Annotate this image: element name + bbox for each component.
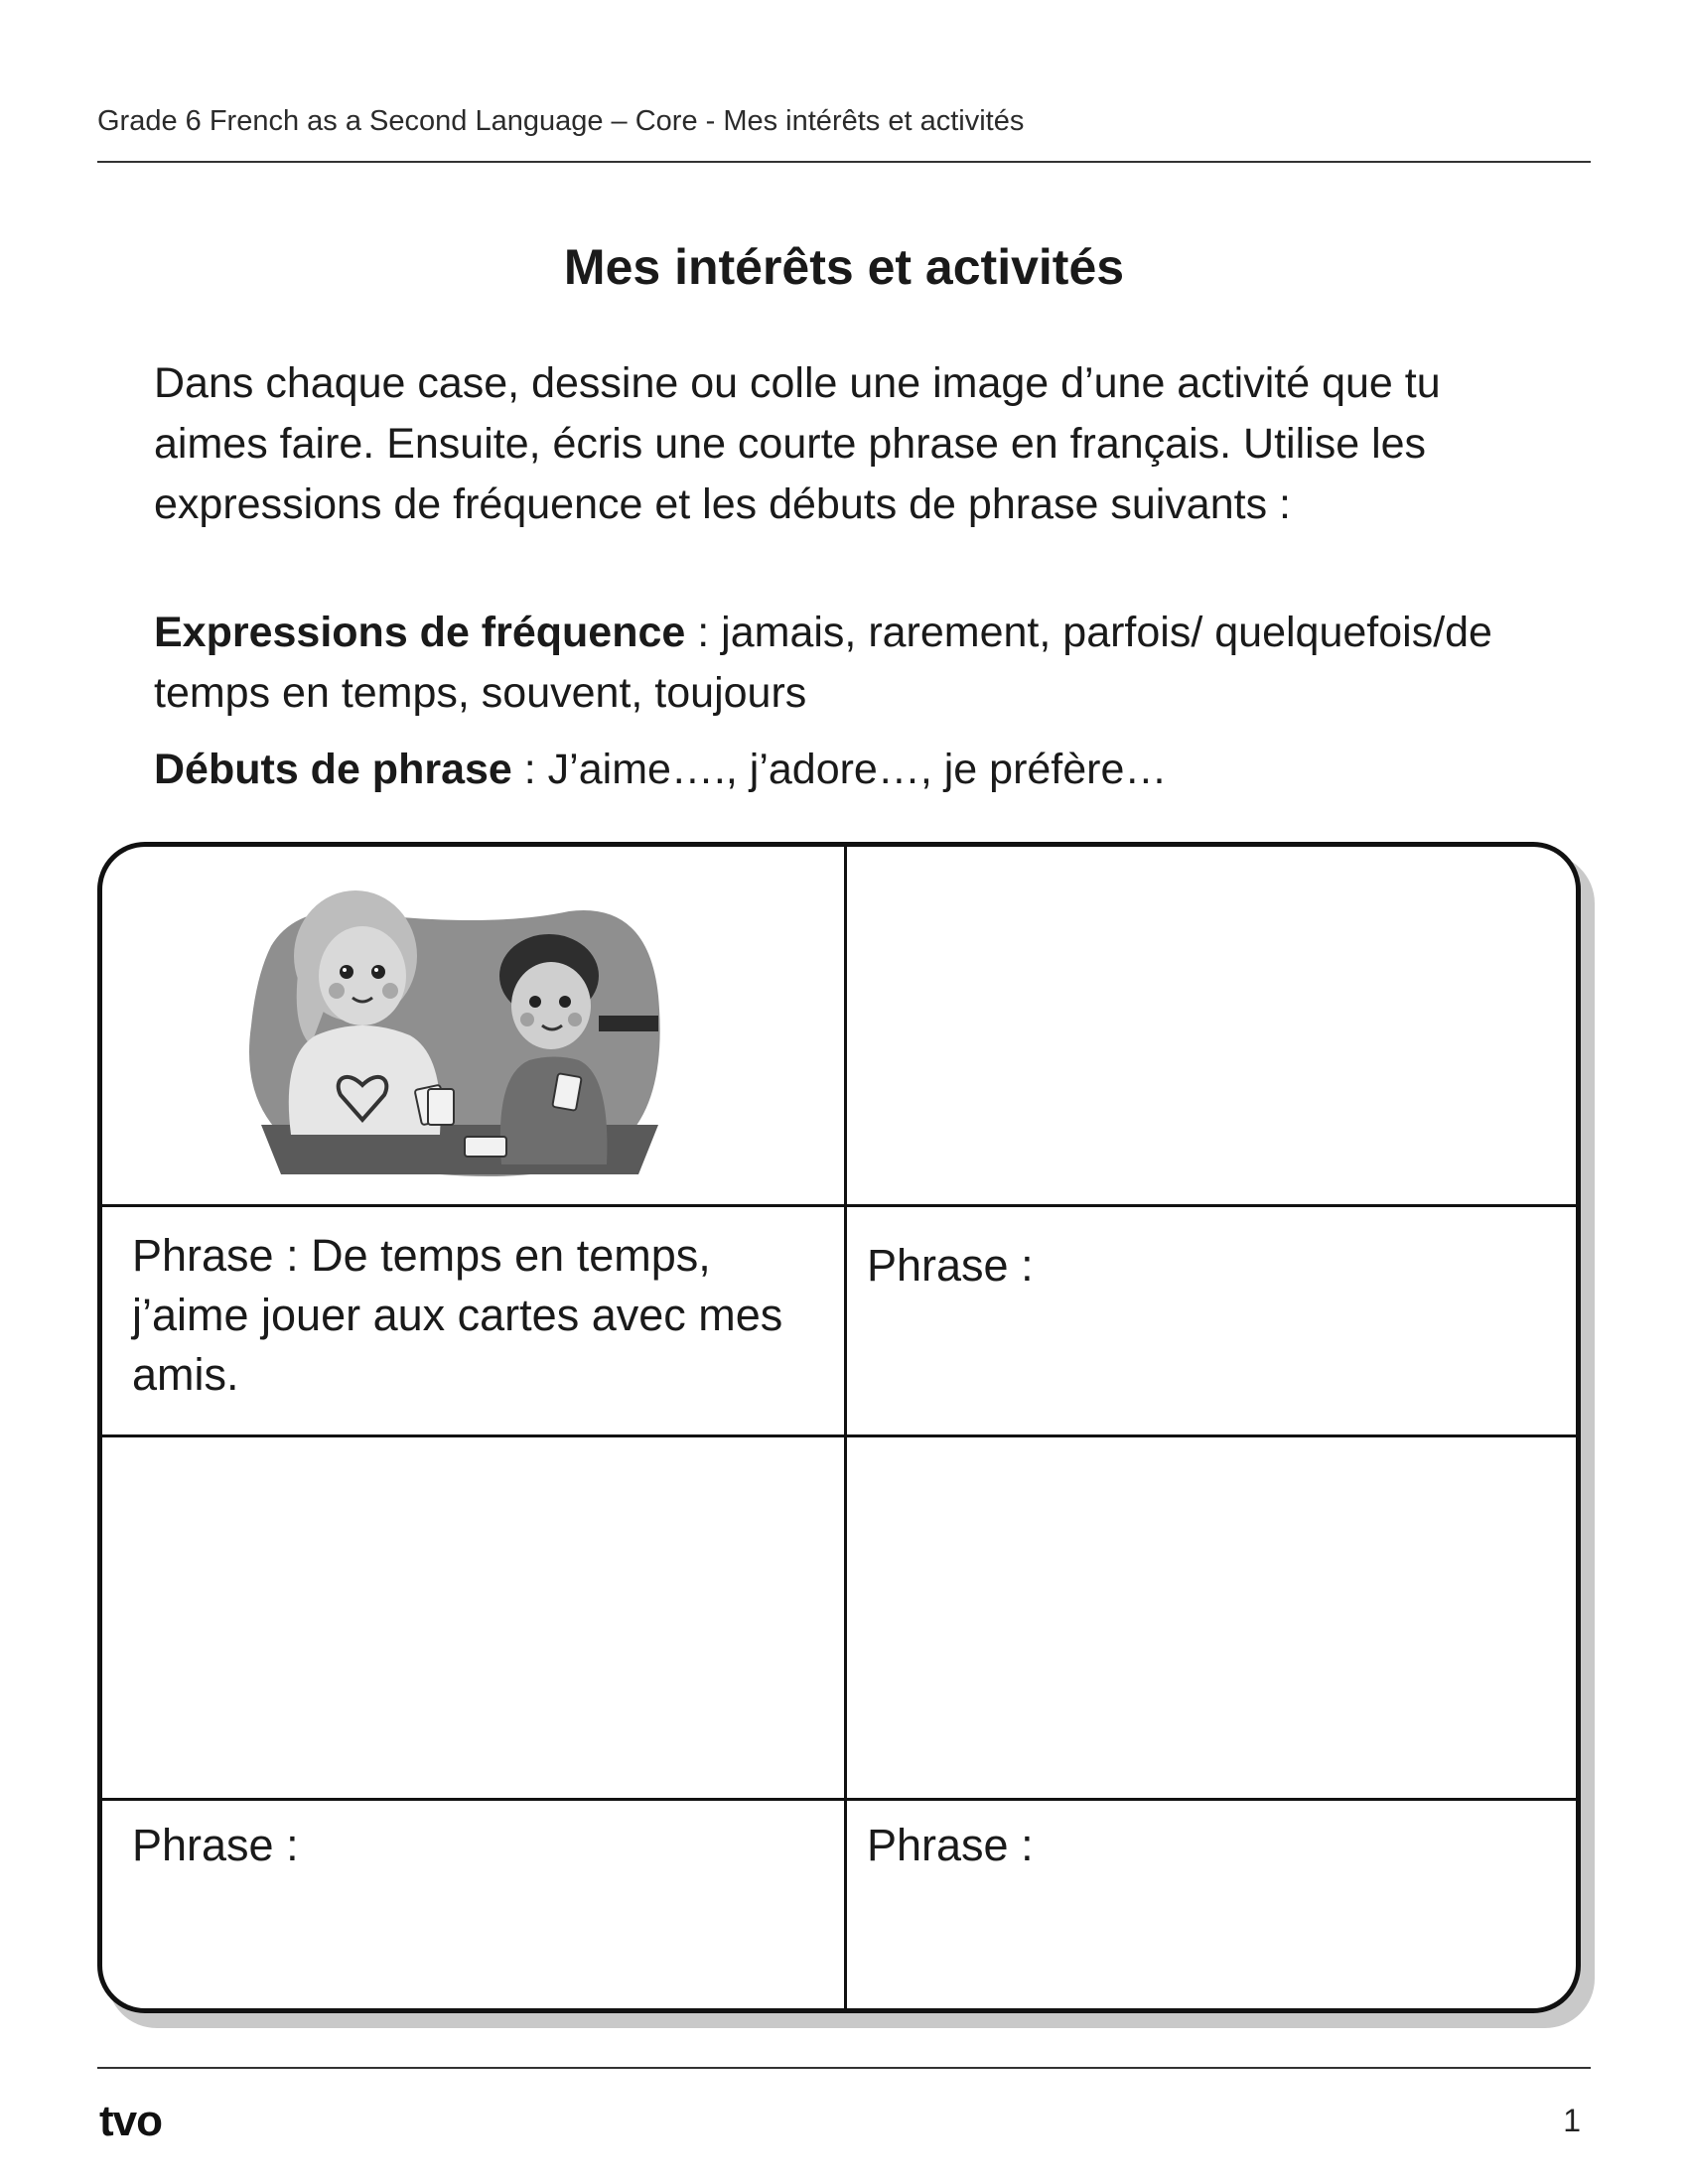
page-title: Mes intérêts et activités bbox=[563, 239, 1125, 295]
phrase-label-bottom-left: Phrase : bbox=[132, 1820, 299, 1870]
instructions-text: Dans chaque case, dessine ou colle une image d’une activité que tu aimes faire. Ensuite, écris une courte phrase en français. Utilise les expressions de fréquence et les débuts de phrase suivants : bbox=[154, 359, 1441, 528]
running-header: Grade 6 French as a Second Language – Core - Mes intérêts et activités bbox=[97, 105, 1025, 137]
page-number: 1 bbox=[1563, 2103, 1581, 2138]
grid-vertical-divider bbox=[844, 847, 847, 2008]
starters-separator: : bbox=[511, 746, 548, 793]
grid-divider-1 bbox=[102, 1204, 1576, 1207]
activity-grid bbox=[97, 842, 1581, 2013]
frequency-label: Expressions de fréquence bbox=[154, 609, 686, 656]
grid-divider-2 bbox=[102, 1434, 1576, 1437]
children-playing-cards-illustration bbox=[241, 877, 668, 1184]
frequency-text: jamais, rarement, parfois/ quelquefois/de temps en temps, souvent, toujours bbox=[154, 609, 1492, 717]
header-divider bbox=[97, 161, 1591, 163]
instructions bbox=[154, 353, 1534, 535]
grid-divider-3 bbox=[102, 1798, 1576, 1801]
sentence-starters bbox=[154, 740, 1534, 800]
example-phrase: Phrase : De temps en temps, j’aime jouer aux cartes avec mes amis. bbox=[132, 1230, 783, 1400]
phrase-label-top-right: Phrase : bbox=[867, 1240, 1034, 1291]
footer-divider bbox=[97, 2067, 1591, 2069]
starters-text: J’aime…., j’adore…, je préfère… bbox=[547, 746, 1168, 793]
starters-label: Débuts de phrase bbox=[154, 746, 512, 793]
tvo-logo: tvo bbox=[99, 2097, 162, 2145]
phrase-label-bottom-right: Phrase : bbox=[867, 1820, 1034, 1870]
frequency-separator: : bbox=[685, 609, 722, 656]
frequency-expressions bbox=[154, 603, 1534, 724]
